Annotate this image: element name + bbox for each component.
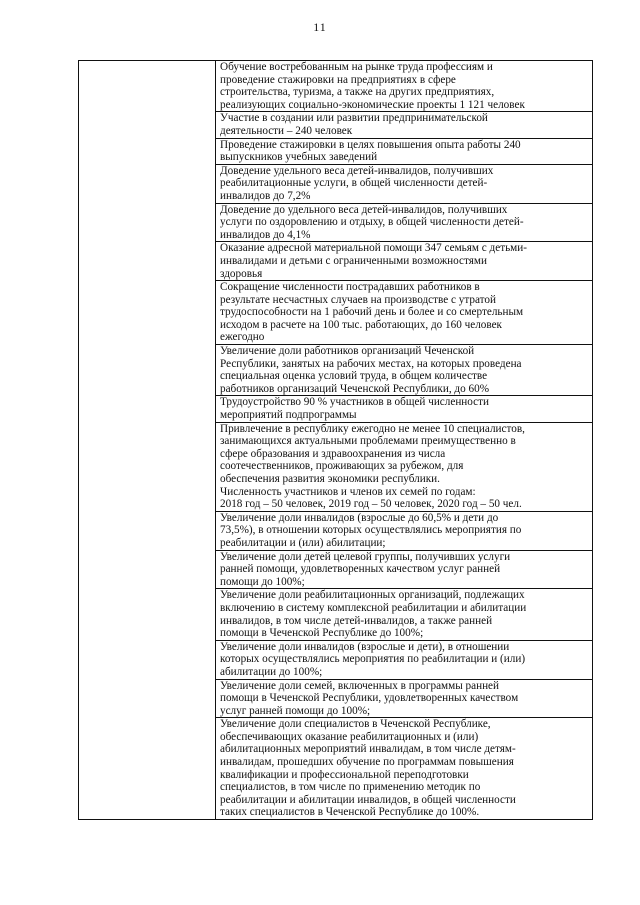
indicator-text-line: ранней помощи, удовлетворенных качеством услуг ранней bbox=[220, 563, 501, 576]
indicator-cell bbox=[216, 422, 593, 511]
indicator-text-line: реабилитации и абилитации инвалидов, в общей численности bbox=[220, 793, 516, 806]
indicator-text-line: инвалидов до 7,2% bbox=[220, 189, 311, 202]
indicator-text-line: специальная оценка условий труда, в общем количестве bbox=[220, 370, 488, 383]
indicator-text-line: деятельности – 240 человек bbox=[220, 124, 353, 137]
indicator-text-line: проведение стажировки на предприятиях в сфере bbox=[220, 73, 456, 86]
indicator-text-line: услуги по оздоровлению и отдыху, в общей численности детей- bbox=[220, 216, 524, 229]
indicator-text-line: Участие в создании или развитии предпринимательской bbox=[220, 112, 488, 125]
indicator-text-line: абилитации до 100%; bbox=[220, 665, 323, 678]
indicator-text-line: Привлечение в республику ежегодно не менее 10 специалистов, bbox=[220, 422, 525, 435]
indicator-text-line: Увеличение доли специалистов в Чеченской Республике, bbox=[220, 718, 491, 731]
left-column-cell bbox=[79, 61, 216, 820]
indicator-text-line: инвалидам, прошедших обучение по программам повышения bbox=[220, 756, 514, 769]
indicator-text-line: которых осуществлялись мероприятия по реабилитации и (или) bbox=[220, 653, 526, 666]
indicator-text-line: ежегодно bbox=[220, 331, 265, 344]
indicator-text-line: Численность участников и членов их семей по годам: bbox=[220, 485, 476, 498]
indicator-text-line: Доведение до удельного веса детей-инвалидов, получивших bbox=[220, 203, 508, 216]
indicator-cell bbox=[216, 589, 593, 640]
indicator-text-line: реабилитационные услуги, в общей численности детей- bbox=[220, 177, 488, 190]
indicator-text-line: результате несчастных случаев на производстве с утратой bbox=[220, 293, 496, 306]
indicator-text-line: Доведение удельного веса детей-инвалидов, получивших bbox=[220, 164, 494, 177]
indicator-text-line: Трудоустройство 90 % участников в общей численности bbox=[220, 396, 490, 409]
indicator-cell bbox=[216, 679, 593, 718]
indicator-text-line: услуг ранней помощи до 100%; bbox=[220, 704, 371, 717]
indicator-text-line: сфере образования и здравоохранения из числа bbox=[220, 447, 446, 460]
indicator-cell bbox=[216, 164, 593, 203]
indicator-cell bbox=[216, 640, 593, 679]
indicators-table bbox=[78, 60, 593, 820]
indicator-text-line: 2018 год – 50 человек, 2019 год – 50 человек, 2020 год – 50 чел. bbox=[220, 498, 522, 511]
indicator-text-line: Обучение востребованным на рынке труда профессиям и bbox=[220, 61, 493, 73]
indicator-text-line: Республики, занятых на рабочих местах, на которых проведена bbox=[220, 357, 522, 370]
indicator-text-line: таких специалистов в Чеченской Республике до 100%. bbox=[220, 806, 480, 819]
indicator-text-line: здоровья bbox=[220, 267, 263, 280]
indicator-text-line: Проведение стажировки в целях повышения опыта работы 240 bbox=[220, 138, 521, 151]
indicator-cell bbox=[216, 138, 593, 164]
table-body bbox=[79, 61, 593, 820]
indicator-text-line: обеспечивающих оказание реабилитационных и (или) bbox=[220, 730, 479, 743]
indicator-cell bbox=[216, 511, 593, 550]
indicator-text-line: обеспечения развития экономики республики. bbox=[220, 473, 440, 485]
indicator-text-line: Увеличение доли семей, включенных в программы ранней bbox=[220, 679, 500, 692]
indicator-text-line: инвалидами и детьми с ограниченными возможностями bbox=[220, 254, 487, 267]
indicator-text-line: Увеличение доли инвалидов (взрослые до 60,5% и дети до bbox=[220, 511, 499, 524]
indicator-cell bbox=[216, 396, 593, 422]
indicator-text-line: помощи до 100%; bbox=[220, 575, 305, 588]
indicator-text-line: абилитационных мероприятий инвалидам, в том числе детям- bbox=[220, 743, 516, 756]
indicator-text-line: инвалидов, в том числе детей-инвалидов, а также ранней bbox=[220, 614, 493, 627]
indicator-cell bbox=[216, 345, 593, 396]
indicator-text-line: Оказание адресной материальной помощи 347 семьям с детьми- bbox=[220, 242, 527, 255]
indicator-cell bbox=[216, 281, 593, 345]
indicator-text-line: реализующих социально-экономические проекты 1 121 человек bbox=[220, 98, 525, 111]
indicator-text-line: исходом в расчете на 100 тыс. работающих, до 160 человек bbox=[220, 318, 502, 331]
indicator-text-line: Сокращение численности пострадавших работников в bbox=[220, 281, 480, 294]
indicator-text-line: Увеличение доли реабилитационных организаций, подлежащих bbox=[220, 589, 525, 602]
indicator-text-line: квалификации и профессиональной переподготовки bbox=[220, 768, 469, 781]
indicator-text-line: строительства, туризма, а также на других предприятиях, bbox=[220, 86, 495, 99]
indicator-text-line: 73,5%), в отношении которых осуществлялись мероприятия по bbox=[220, 524, 522, 537]
indicator-text-line: занимающихся актуальными проблемами преимущественно в bbox=[220, 435, 516, 448]
indicator-text-line: выпускников учебных заведений bbox=[220, 151, 378, 164]
indicator-cell bbox=[216, 61, 593, 112]
indicator-cell bbox=[216, 242, 593, 281]
indicator-text-line: помощи в Чеченской Республике до 100%; bbox=[220, 627, 424, 640]
indicator-cell bbox=[216, 203, 593, 242]
table-row bbox=[79, 61, 593, 112]
indicator-text-line: помощи в Чеченской Республики, удовлетворенных качеством bbox=[220, 692, 519, 705]
indicator-text-line: специалистов, в том числе по применению методик по bbox=[220, 781, 481, 794]
indicator-text-line: трудоспособности на 1 рабочий день и более и со смертельным bbox=[220, 306, 524, 319]
indicator-text-line: работников организаций Чеченской Республики, до 60% bbox=[220, 382, 490, 395]
indicator-text-line: мероприятий подпрограммы bbox=[220, 409, 357, 422]
indicator-text-line: инвалидов до 4,1% bbox=[220, 228, 311, 241]
indicator-text-line: Увеличение доли детей целевой группы, получивших услуги bbox=[220, 550, 511, 563]
indicator-text-line: Увеличение доли инвалидов (взрослые и дети), в отношении bbox=[220, 640, 510, 653]
indicator-text-line: соотечественников, проживающих за рубежом, для bbox=[220, 460, 464, 473]
indicator-cell bbox=[216, 718, 593, 820]
indicator-cell bbox=[216, 112, 593, 138]
page-number: 11 bbox=[313, 20, 327, 34]
indicator-cell bbox=[216, 550, 593, 589]
indicator-text-line: реабилитации и (или) абилитации; bbox=[220, 536, 386, 549]
indicator-text-line: включению в систему комплексной реабилитации и абилитации bbox=[220, 601, 527, 614]
indicator-text-line: Увеличение доли работников организаций Чеченской bbox=[220, 345, 475, 358]
